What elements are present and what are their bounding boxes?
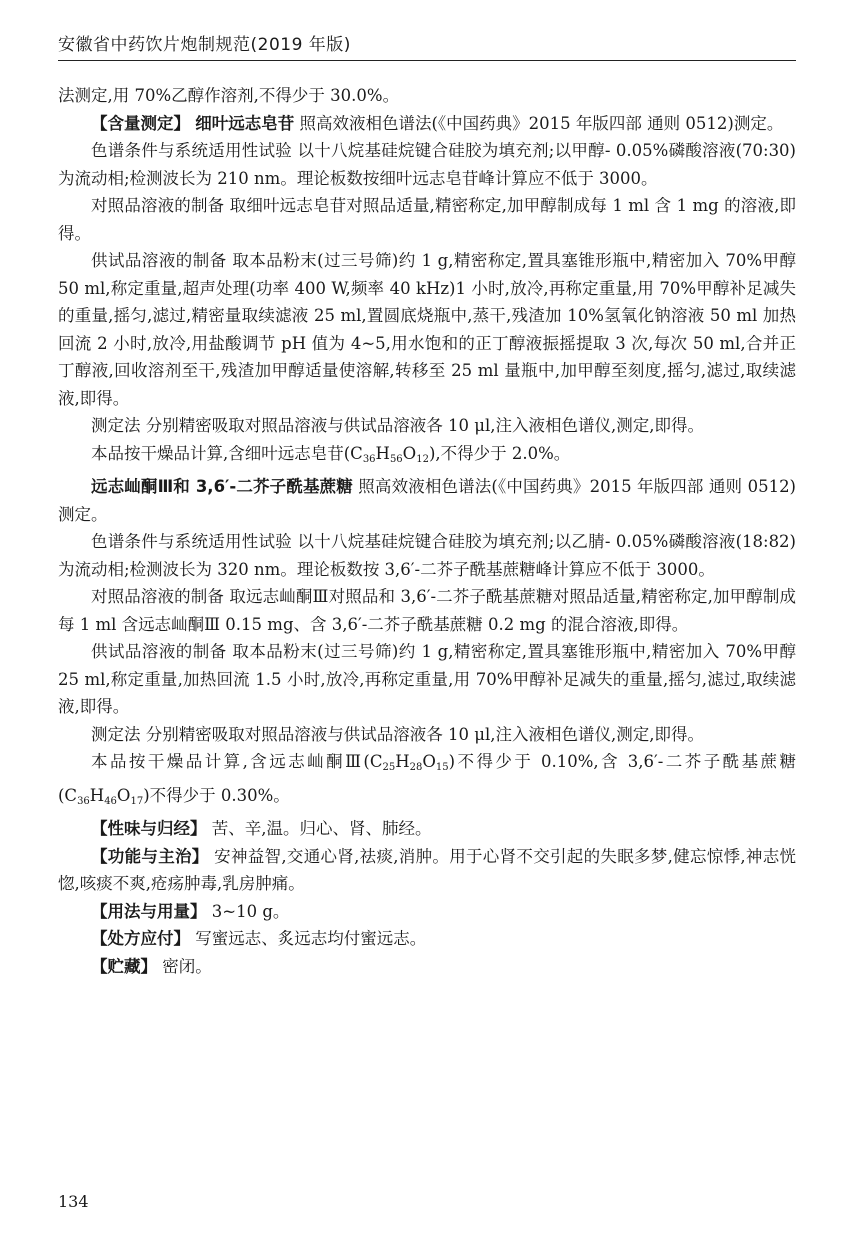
text-run: H — [395, 752, 410, 771]
paragraph-test-solution — [58, 247, 796, 412]
paragraph-chromatographic-conditions — [58, 137, 796, 192]
paragraph-limit-saponin — [58, 440, 796, 474]
section-prescription — [58, 925, 796, 953]
paragraph-text: 取远志屾酮Ⅲ对照品和 3,6′-二芥子酰基蔗糖对照品适量,精密称定,加甲醇制成每 1 ml 含远志屾酮Ⅲ 0.15 mg、含 3,6′-二芥子酰基蔗糖 0.2 mg 的混合溶液,即得。 — [58, 587, 796, 634]
paragraph-label: 对照品溶液的制备 — [91, 587, 225, 606]
text-run: )不得少于 0.30%。 — [143, 785, 290, 805]
page-body — [58, 82, 796, 980]
subscript: 56 — [389, 453, 403, 465]
subscript: 46 — [104, 795, 117, 807]
paragraph-label: 供试品溶液的制备 — [91, 642, 227, 661]
paragraph-label: 色谱条件与系统适用性试验 — [91, 532, 293, 551]
subsection-heading: 远志屾酮Ⅲ和 3,6′-二芥子酰基蔗糖 — [91, 477, 353, 496]
subscript: 36 — [77, 795, 90, 807]
paragraph-label: 测定法 — [91, 416, 141, 435]
paragraph-text: 照高效液相色谱法(《中国药典》2015 年版四部 通则 0512)测定。 — [58, 477, 796, 524]
paragraph-label: 供试品溶液的制备 — [91, 251, 227, 270]
section-nature-meridian — [58, 815, 796, 843]
section-heading: 【功能与主治】 — [91, 846, 209, 866]
text-run: 本品按干燥品计算,含细叶远志皂苷(C — [91, 443, 363, 463]
paragraph-chromatographic-conditions — [58, 528, 796, 583]
subscript: 15 — [435, 762, 449, 773]
section-heading: 【性味与归经】 — [91, 819, 207, 838]
paragraph-text: 安神益智,交通心肾,祛痰,消肿。用于心肾不交引起的失眠多梦,健忘惊悸,神志恍惚,咳痰不爽,疮疡肿毒,乳房肿痛。 — [58, 846, 796, 893]
section-heading: 【含量测定】 — [91, 113, 190, 133]
paragraph-text: 密闭。 — [162, 956, 212, 976]
text-run: )不得少于 0.10%,含 3,6′-二芥子酰基蔗糖(C — [58, 752, 797, 805]
paragraph-reference-solution — [58, 192, 796, 247]
paragraph-label: 测定法 — [91, 724, 141, 744]
paragraph-test-solution — [58, 638, 796, 721]
subscript: 36 — [362, 453, 376, 465]
running-header — [58, 30, 796, 61]
text-run: O — [422, 752, 436, 771]
subscript: 17 — [130, 795, 144, 807]
page-number: 134 — [58, 1192, 89, 1211]
section-usage-dosage — [58, 898, 796, 926]
subsection-heading: 细叶远志皂苷 — [195, 113, 295, 133]
section-storage — [58, 953, 796, 981]
paragraph-text: 取本品粉末(过三号筛)约 1 g,精密称定,置具塞锥形瓶中,精密加入 70%甲醇 25 ml,称定重量,加热回流 1.5 小时,放冷,再称定重量,用 70%甲醇补足减失的重量,摇匀,滤过,取续滤液,即得。 — [58, 642, 797, 716]
paragraph-text: 苦、辛,温。归心、肾、肺经。 — [211, 819, 432, 838]
paragraph-text: 分别精密吸取对照品溶液与供试品溶液各 10 μl,注入液相色谱仪,测定,即得。 — [145, 724, 704, 744]
paragraph-text: 写蜜远志、炙远志均付蜜远志。 — [195, 929, 427, 948]
paragraph-procedure — [58, 721, 796, 749]
paragraph-text: 取细叶远志皂苷对照品适量,精密称定,加甲醇制成每 1 ml 含 1 mg 的溶液,即得。 — [58, 196, 796, 243]
subscript: 25 — [382, 762, 396, 773]
paragraph-text: 3~10 g。 — [211, 901, 290, 921]
paragraph-continuation: 法测定,用 70%乙醇作溶剂,不得少于 30.0%。 — [58, 86, 400, 105]
paragraph-reference-solution — [58, 583, 796, 638]
subscript: 28 — [409, 762, 423, 773]
book-title: 安徽省中药饮片炮制规范(2019 年版) — [58, 35, 351, 55]
paragraph-text: 分别精密吸取对照品溶液与供试品溶液各 10 μl,注入液相色谱仪,测定,即得。 — [145, 416, 704, 435]
section-heading: 【处方应付】 — [91, 929, 190, 948]
text-run: H — [375, 443, 390, 463]
paragraph-text: 照高效液相色谱法(《中国药典》2015 年版四部 通则 0512)测定。 — [299, 113, 784, 133]
text-run: O — [402, 443, 417, 463]
text-run: 本品按干燥品计算,含远志屾酮Ⅲ(C — [91, 752, 383, 771]
section-assay-xanthone — [58, 473, 796, 528]
paragraph-label: 色谱条件与系统适用性试验 — [91, 141, 293, 160]
subscript: 12 — [416, 453, 429, 465]
section-function-indication — [58, 843, 796, 898]
text-run: O — [116, 785, 131, 805]
section-assay-saponin — [58, 110, 796, 138]
text-run: ),不得少于 2.0%。 — [428, 443, 571, 463]
paragraph-label: 对照品溶液的制备 — [91, 196, 225, 215]
paragraph-text: 取本品粉末(过三号筛)约 1 g,精密称定,置具塞锥形瓶中,精密加入 70%甲醇 50 ml,称定重量,超声处理(功率 400 W,频率 40 kHz)1 小时,放冷,再称定重量,用 70%甲醇补足减失的重量,摇匀,滤过,精密量取续滤液 25 ml,置圆底烧瓶中,蒸干,残渣加 10%氢氧化钠溶液 50 ml 加热回流 2 小时,放冷,用盐酸调节 pH 值为 4~5,用水饱和的正丁醇液振摇提取 3 次,每次 50 ml,合并正丁醇液,回收溶剂至干,残渣加甲醇适量使溶解,转移至 25 ml 量瓶中,加甲醇至刻度,摇匀,滤过,取续滤液,即得。 — [58, 251, 797, 408]
paragraph-text: 以十八烷基硅烷键合硅胶为填充剂;以乙腈- 0.05%磷酸溶液(18:82)为流动相;检测波长为 320 nm。理论板数按 3,6′-二芥子酰基蔗糖峰计算应不低于 3000。 — [58, 532, 796, 579]
section-heading: 【用法与用量】 — [91, 901, 207, 921]
paragraph-limit-xanthone — [58, 748, 796, 815]
section-heading: 【贮藏】 — [91, 956, 157, 976]
paragraph-text: 以十八烷基硅烷键合硅胶为填充剂;以甲醇- 0.05%磷酸溶液(70:30)为流动相;检测波长为 210 nm。理论板数按细叶远志皂苷峰计算应不低于 3000。 — [58, 141, 796, 188]
text-run: H — [89, 785, 105, 805]
paragraph-procedure — [58, 412, 796, 440]
